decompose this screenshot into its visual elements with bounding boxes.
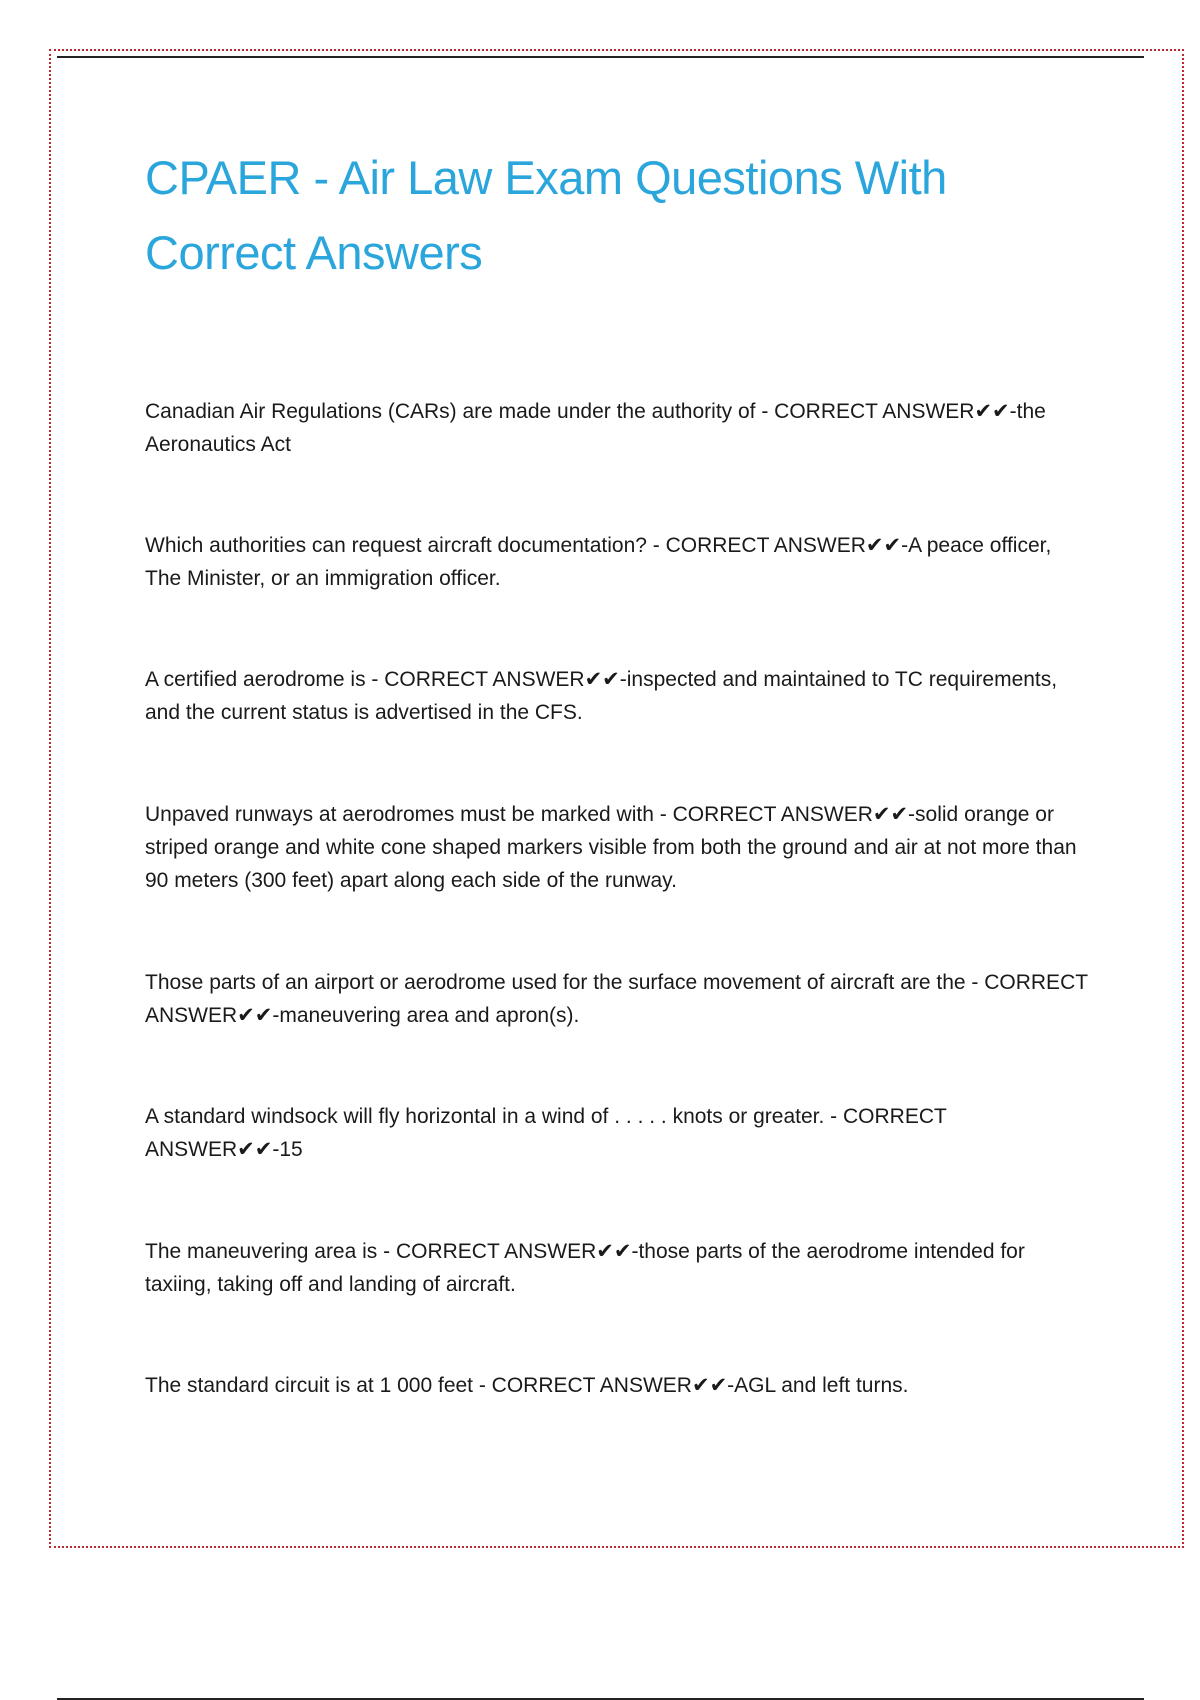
question-item: Those parts of an airport or aerodrome used for the surface movement of aircraft are the - CORRECT ANSWER✔✔-maneuvering area and apron(s). (145, 971, 1088, 1027)
question-item: A certified aerodrome is - CORRECT ANSWER✔✔-inspected and maintained to TC requirements, and the current status is advertised in the CFS. (145, 668, 1058, 724)
document-title: CPAER - Air Law Exam Questions With Correct Answers (145, 151, 947, 279)
question-item: The maneuvering area is - CORRECT ANSWER✔✔-those parts of the aerodrome intended for taxiing, taking off and landing of aircraft. (145, 1240, 1025, 1296)
question-item: The standard circuit is at 1 000 feet - CORRECT ANSWER✔✔-AGL and left turns. (145, 1374, 909, 1397)
question-item: Unpaved runways at aerodromes must be marked with - CORRECT ANSWER✔✔-solid orange or striped orange and white cone shaped markers visible from both the ground and air at not more than 90 meters (300 feet) apart along each side of the runway. (145, 803, 1077, 892)
question-item: Which authorities can request aircraft documentation? - CORRECT ANSWER✔✔-A peace officer, The Minister, or an immigration officer. (145, 534, 1052, 590)
question-item: Canadian Air Regulations (CARs) are made under the authority of - CORRECT ANSWER✔✔-the Aeronautics Act (145, 400, 1046, 456)
question-item: A standard windsock will fly horizontal in a wind of . . . . . knots or greater. - CORRECT ANSWER✔✔-15 (145, 1105, 947, 1161)
header-rule (57, 56, 1144, 58)
